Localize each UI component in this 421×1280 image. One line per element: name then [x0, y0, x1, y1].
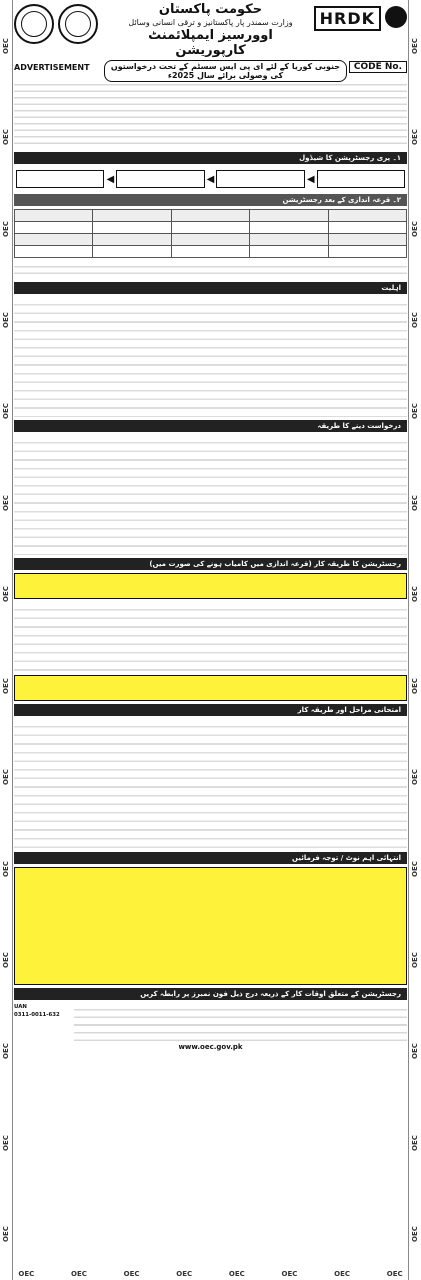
- flow-step-2: [116, 170, 204, 188]
- advert-bar: [14, 58, 407, 80]
- code-label: CODE No.: [349, 61, 407, 73]
- org-title: اوورسیز ایمپلائمنٹ کارپوریشن: [148, 28, 273, 58]
- left-border-stripe: OEC OEC OEC OEC OEC OEC OEC OEC OEC OEC OEC OEC OEC OEC: [0, 0, 13, 1280]
- main-content: [14, 0, 407, 1280]
- table-row: [15, 234, 407, 246]
- warning-heading: انتہائی اہم نوٹ / توجہ فرمائیں: [14, 852, 407, 864]
- advertisement-label: ADVERTISEMENT: [14, 62, 90, 72]
- schedule-heading: ۱۔ پری رجسٹریشن کا شیڈول: [14, 152, 407, 164]
- header-title-block: [114, 2, 307, 58]
- flow-step-1: [16, 170, 104, 188]
- office-numbers: [74, 1003, 407, 1041]
- test-list: [14, 719, 407, 849]
- draw-highlight-1: [14, 573, 407, 599]
- warning-box: [14, 867, 407, 985]
- draw-highlight-2: [14, 675, 407, 701]
- contact-block: [14, 1003, 407, 1041]
- arrow-left-icon: ◀: [306, 173, 315, 185]
- bottom-oec-strip: OEC OEC OEC OEC OEC OEC OEC OEC: [18, 1270, 403, 1278]
- uan-block: [14, 1003, 74, 1041]
- eligibility-heading: اہلیت: [14, 282, 407, 294]
- table-row: [15, 222, 407, 234]
- right-border-stripe: OEC OEC OEC OEC OEC OEC OEC OEC OEC OEC OEC OEC OEC OEC: [408, 0, 421, 1280]
- eligibility-list: [14, 297, 407, 417]
- table-row: [15, 246, 407, 258]
- pakistan-emblem-icon: [14, 4, 54, 44]
- table-row: [15, 210, 407, 222]
- draw-list: [14, 602, 407, 672]
- application-heading: درخواست دینے کا طریقہ: [14, 420, 407, 432]
- test-heading: امتحانی مراحل اور طریقہ کار: [14, 704, 407, 716]
- govt-title: حکومت پاکستان: [158, 2, 263, 17]
- intro-paragraph: [14, 79, 407, 149]
- flow-step-3: [216, 170, 304, 188]
- oec-seal-icon: [58, 4, 98, 44]
- schedule-note: [14, 261, 407, 279]
- website-link[interactable]: www.oec.gov.pk: [178, 1043, 243, 1051]
- hrdk-circle-icon: [385, 6, 407, 28]
- contact-heading: رجسٹریشن کے متعلق اوقات کار کے ذریعہ درج ذیل فون نمبرز پر رابطہ کریں: [14, 988, 407, 1000]
- arrow-left-icon: ◀: [106, 173, 115, 185]
- ministry-name: وزارت سمندر پار پاکستانیز و ترقی انسانی وسائل: [128, 18, 293, 27]
- uan-label: UAN: [14, 1004, 27, 1010]
- arrow-left-icon: ◀: [206, 173, 215, 185]
- registration-flow: [14, 167, 407, 191]
- advert-title: جنوبی کوریا کے لئے ای پی ایس سسٹم کے تحت درخواستوں کی وصولی برائے سال 2025ء: [104, 60, 347, 82]
- uan-number: 0311-0011-632: [14, 1012, 60, 1018]
- draw-heading: رجسٹریشن کا طریقہ کار (قرعہ اندازی میں کامیاب ہونے کی صورت میں): [14, 558, 407, 570]
- header: [14, 0, 407, 58]
- schedule-table: [14, 209, 407, 258]
- flow-step-4: [317, 170, 405, 188]
- application-list: [14, 435, 407, 555]
- registration-heading: ۲۔ قرعہ اندازی کے بعد رجسٹریشن: [14, 194, 407, 206]
- hrdk-logo: HRDK: [314, 6, 381, 31]
